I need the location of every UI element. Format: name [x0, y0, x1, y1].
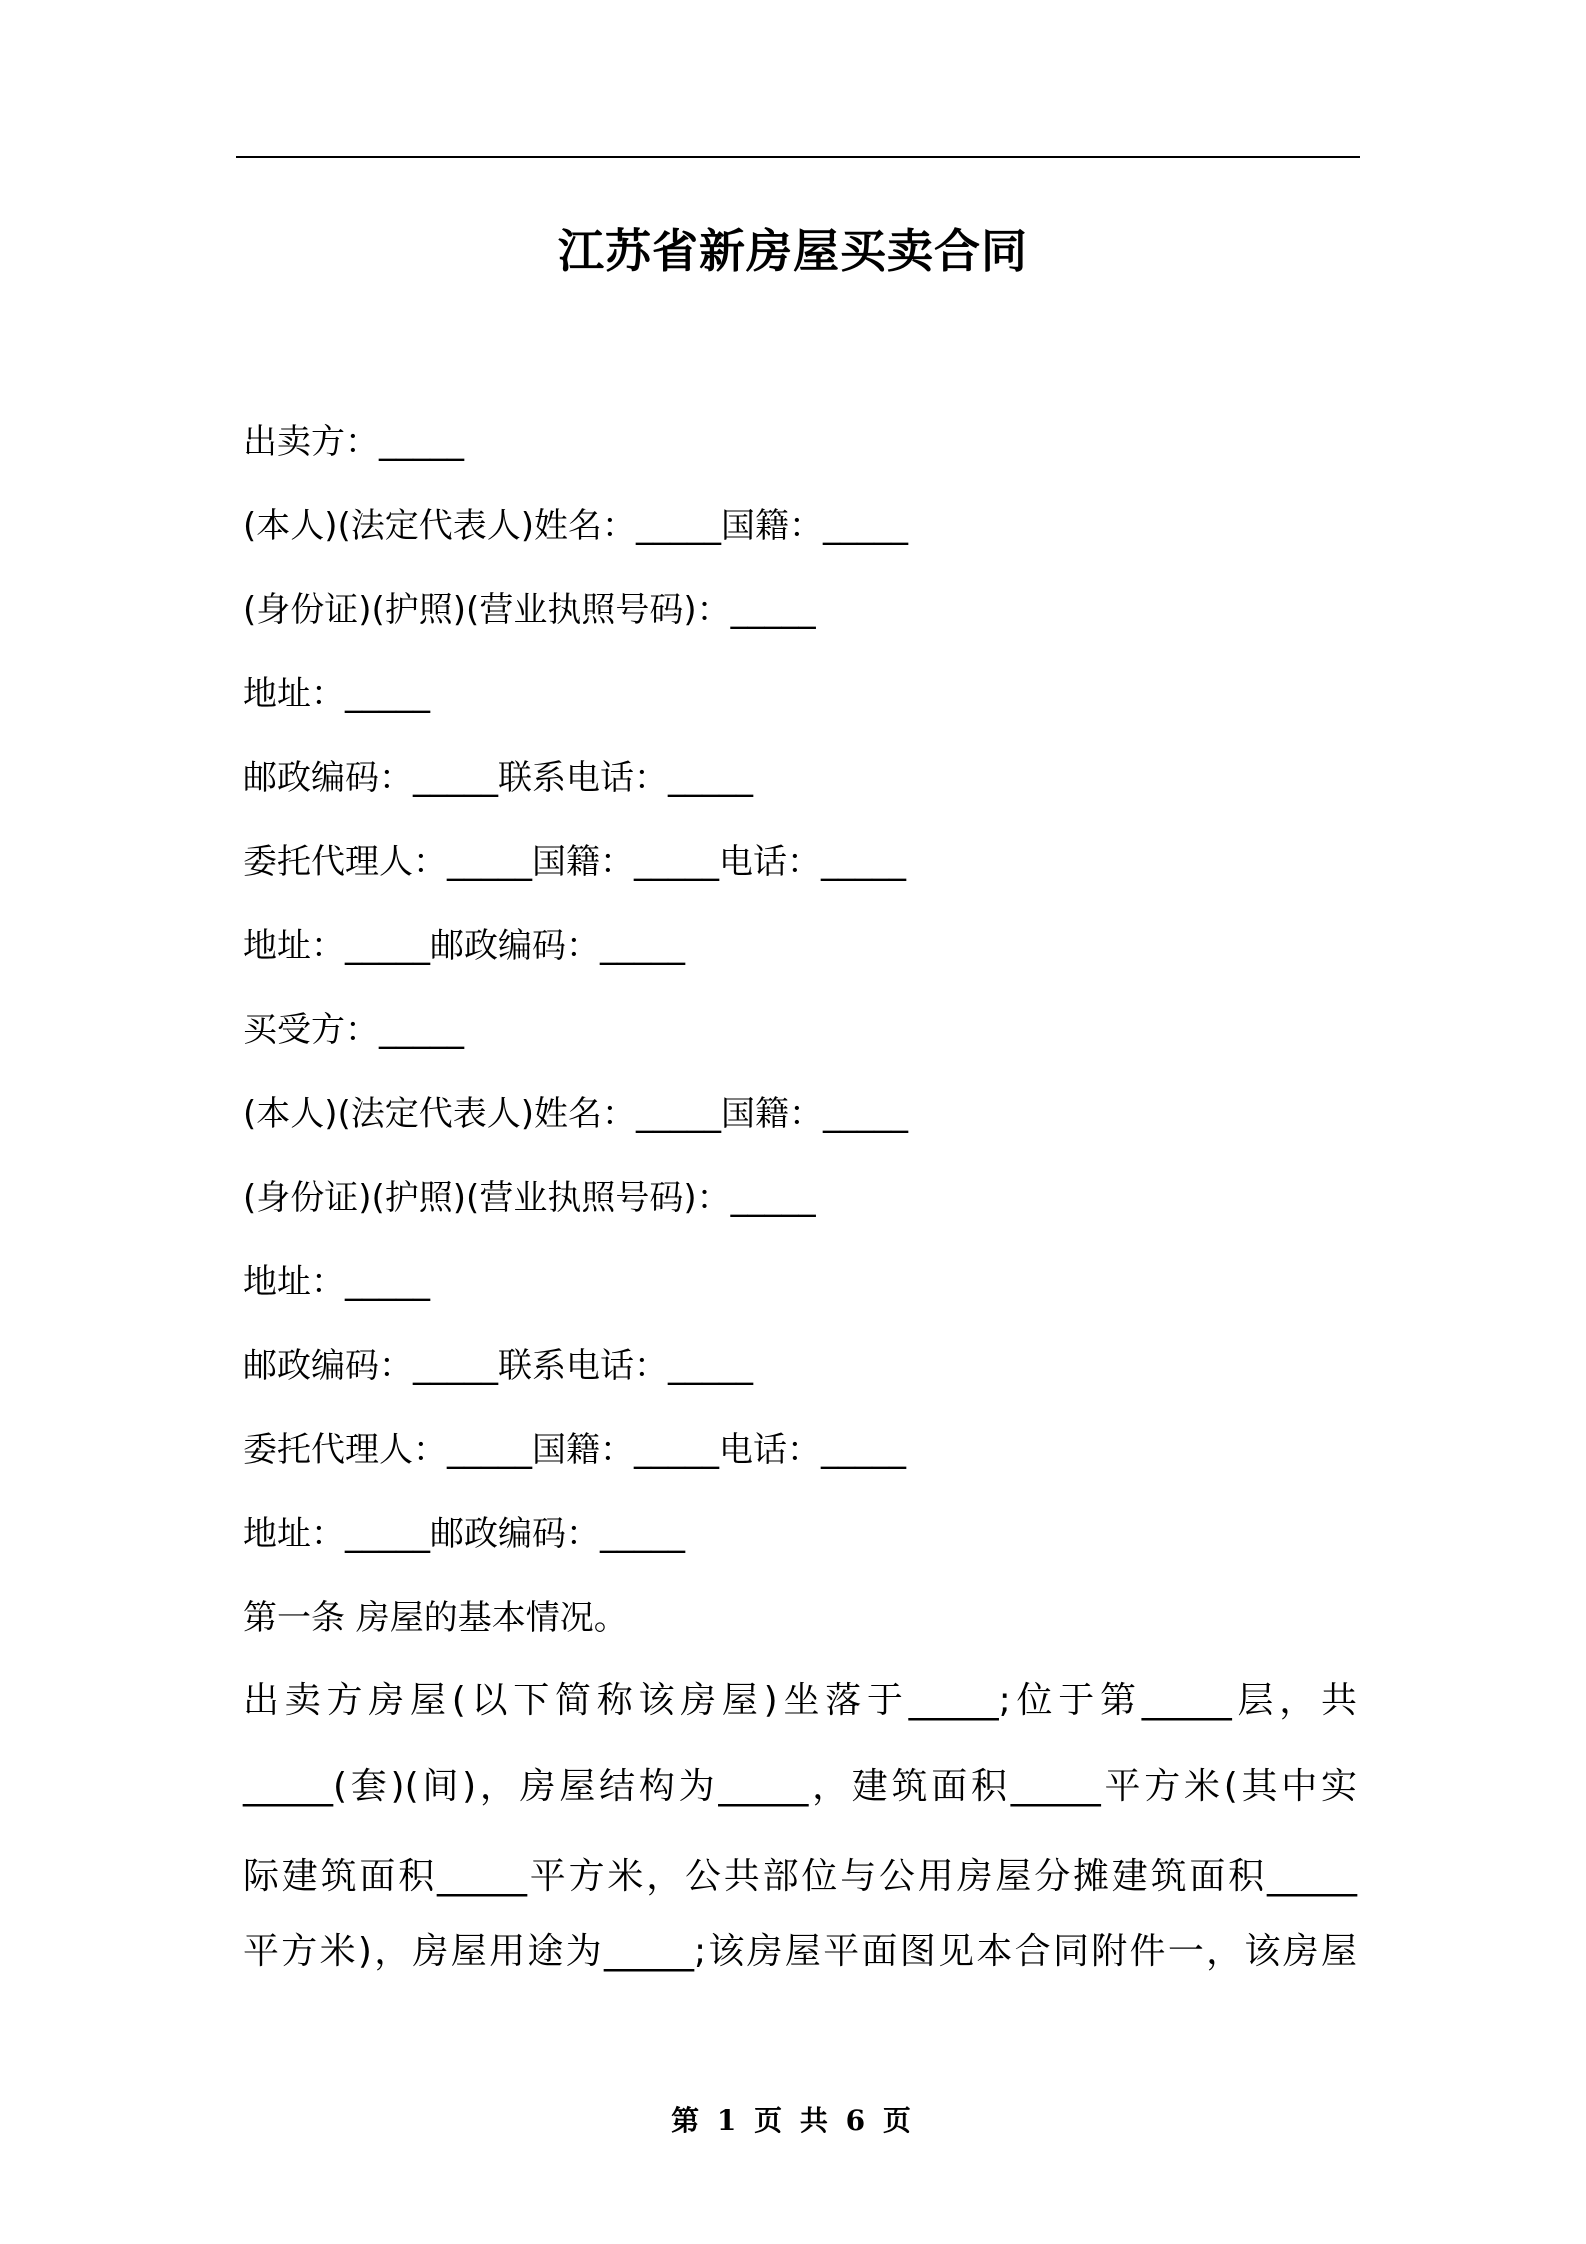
seller-address: 地址：_____ — [243, 674, 430, 714]
article-1-text-line-2: _____(套)(间)，房屋结构为_____，建筑面积_____平方米(其中实 — [243, 1766, 1357, 1807]
seller-label: 出卖方：_____ — [243, 422, 464, 462]
article-1-text-line-1: 出卖方房屋(以下简称该房屋)坐落于_____;位于第_____层，共 — [243, 1680, 1357, 1721]
seller-name-nationality: (本人)(法定代表人)姓名：_____国籍：_____ — [243, 506, 909, 546]
buyer-id-number: (身份证)(护照)(营业执照号码)：_____ — [243, 1178, 816, 1218]
buyer-name-nationality: (本人)(法定代表人)姓名：_____国籍：_____ — [243, 1094, 909, 1134]
buyer-postcode-phone: 邮政编码：_____联系电话：_____ — [243, 1346, 753, 1386]
buyer-address: 地址：_____ — [243, 1262, 430, 1302]
article-1-text-line-4: 平方米)，房屋用途为_____;该房屋平面图见本合同附件一，该房屋 — [243, 1931, 1357, 1972]
header-rule — [236, 156, 1360, 158]
seller-id-number: (身份证)(护照)(营业执照号码)：_____ — [243, 590, 816, 630]
seller-agent: 委托代理人：_____国籍：_____电话：_____ — [243, 842, 906, 882]
buyer-label: 买受方：_____ — [243, 1010, 464, 1050]
article-1-text-line-3: 际建筑面积_____平方米，公共部位与公用房屋分摊建筑面积_____ — [243, 1856, 1357, 1897]
buyer-agent-address: 地址：_____邮政编码：_____ — [243, 1514, 685, 1554]
document-title: 江苏省新房屋买卖合同 — [558, 224, 1028, 278]
buyer-agent: 委托代理人：_____国籍：_____电话：_____ — [243, 1430, 906, 1470]
page-number: 第 1 页 共 6 页 — [671, 2104, 915, 2137]
article-1-heading: 第一条 房屋的基本情况。 — [243, 1598, 628, 1638]
seller-agent-address: 地址：_____邮政编码：_____ — [243, 926, 685, 966]
seller-postcode-phone: 邮政编码：_____联系电话：_____ — [243, 758, 753, 798]
